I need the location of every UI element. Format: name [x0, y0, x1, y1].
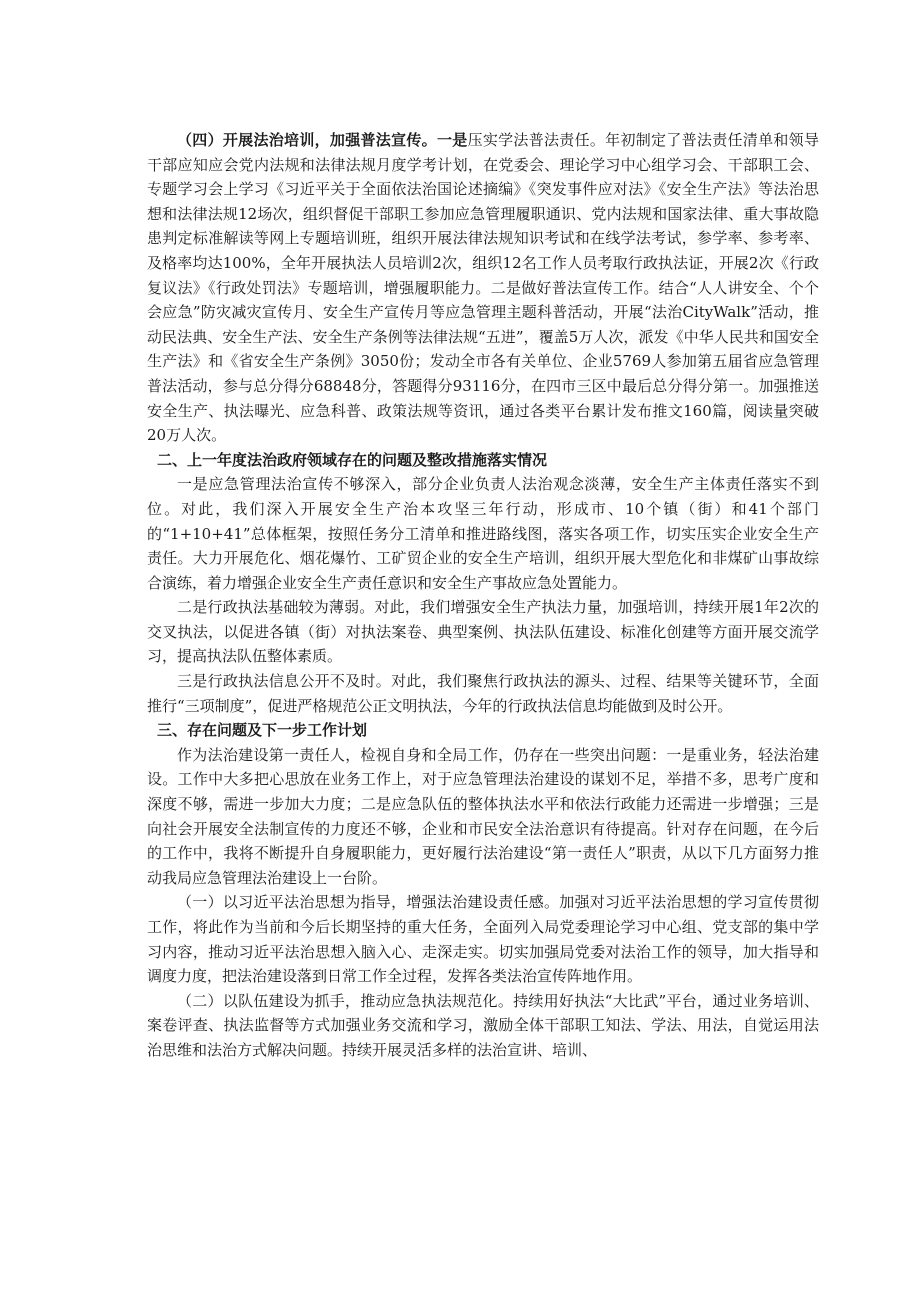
document-page: [147, 128, 819, 1063]
part3-paragraph-1: 作为法治建设第一责任人，检视自身和全局工作，仍存在一些突出问题：一是重业务，轻法治建设。工作中大多把心思放在业务工作上，对于应急管理法治建设的谋划不足，举措不多，思考广度和深度不够，需进一步加大力度；二是应急队伍的整体执法水平和依法行政能力还需进一步增强；三是向社会开展安全法制宣传的力度还不够，企业和市民安全法治意识有待提高。针对存在问题，在今后的工作中，我将不断提升自身履职能力，更好履行法治建设“第一责任人”职责，从以下几方面努力推动我局应急管理法治建设上一台阶。: [147, 745, 819, 887]
part3-paragraph-2: （一）以习近平法治思想为指导，增强法治建设责任感。加强对习近平法治思想的学习宣传贯彻工作，将此作为当前和今后长期坚持的重大任务，全面列入局党委理论学习中心组、党支部的集中学习内容，推动习近平法治思想入脑入心、走深走实。切实加强局党委对法治工作的领导，加大指导和调度力度，把法治建设落到日常工作全过程，发挥各类法治宣传阵地作用。: [147, 893, 819, 986]
section4-heading: （四）开展法治培训，加强普法宣传。: [177, 131, 437, 149]
section4-paragraph: [147, 128, 819, 448]
part2-paragraph-1: 一是应急管理法治宣传不够深入，部分企业负责人法治观念淡薄，安全生产主体责任落实不到位。对此，我们深入开展安全生产治本攻坚三年行动，形成市、10个镇（街）和41个部门的“1+10+41”总体框架，按照任务分工清单和推进路线图，落实各项工作，切实压实企业安全生产责任。大力开展危化、烟花爆竹、工矿贸企业的安全生产培训，组织开展大型危化和非煤矿山事故综合演练，着力增强企业安全生产责任意识和安全生产事故应急处置能力。: [147, 475, 819, 592]
part2-paragraph-3: 三是行政执法信息公开不及时。对此，我们聚焦行政执法的源头、过程、结果等关键环节，全面推行“三项制度”，促进严格规范公正文明执法，今年的行政执法信息均能做到及时公开。: [147, 672, 819, 715]
part3-paragraph-3: （二）以队伍建设为抓手，推动应急执法规范化。持续用好执法“大比武”平台，通过业务培训、案卷评查、执法监督等方式加强业务交流和学习，激励全体干部职工知法、学法、用法，自觉运用法治思维和法治方式解决问题。持续开展灵活多样的法治宣讲、培训、: [147, 991, 819, 1059]
section4-sub1-label: 一是: [436, 131, 468, 149]
part2-heading: 二、上一年度法治政府领域存在的问题及整改措施落实情况: [157, 450, 548, 469]
part2-paragraph-2: 二是行政执法基础较为薄弱。对此，我们增强安全生产执法力量，加强培训，持续开展1年2次的交叉执法，以促进各镇（街）对执法案卷、典型案例、执法队伍建设、标准化创建等方面开展交流学习，提高执法队伍整体素质。: [147, 598, 819, 666]
section4-body: 压实学法普法责任。年初制定了普法责任清单和领导干部应知应会党内法规和法律法规月度学考计划，在党委会、理论学习中心组学习会、干部职工会、专题学习会上学习《习近平关于全面依法治国论述摘编》《突发事件应对法》《安全生产法》等法治思想和法律法规12场次，组织督促干部职工参加应急管理履职通识、党内法规和国家法律、重大事故隐患判定标准解读等网上专题培训班，组织开展法律法规知识考试和在线学法考试，参学率、参考率、及格率均达100%，全年开展执法人员培训2次，组织12名工作人员考取行政执法证，开展2次《行政复议法》《行政处罚法》专题培训，增强履职能力。二是做好普法宣传工作。结合“人人讲安全、个个会应急”防灾减灾宣传月、安全生产宣传月等应急管理主题科普活动，开展“法治CityWalk”活动，推动民法典、安全生产法、安全生产条例等法律法规“五进”，覆盖5万人次，派发《中华人民共和国安全生产法》和《省安全生产条例》3050份；发动全市各有关单位、企业5769人参加第五届省应急管理普法活动，参与总分得分68848分，答题得分93116分，在四市三区中最后总分得分第一。加强推送安全生产、执法曝光、应急科普、政策法规等资讯，通过各类平台累计发布推文160篇，阅读量突破20万人次。: [147, 131, 819, 445]
part3-heading: 三、存在问题及下一步工作计划: [157, 721, 368, 740]
